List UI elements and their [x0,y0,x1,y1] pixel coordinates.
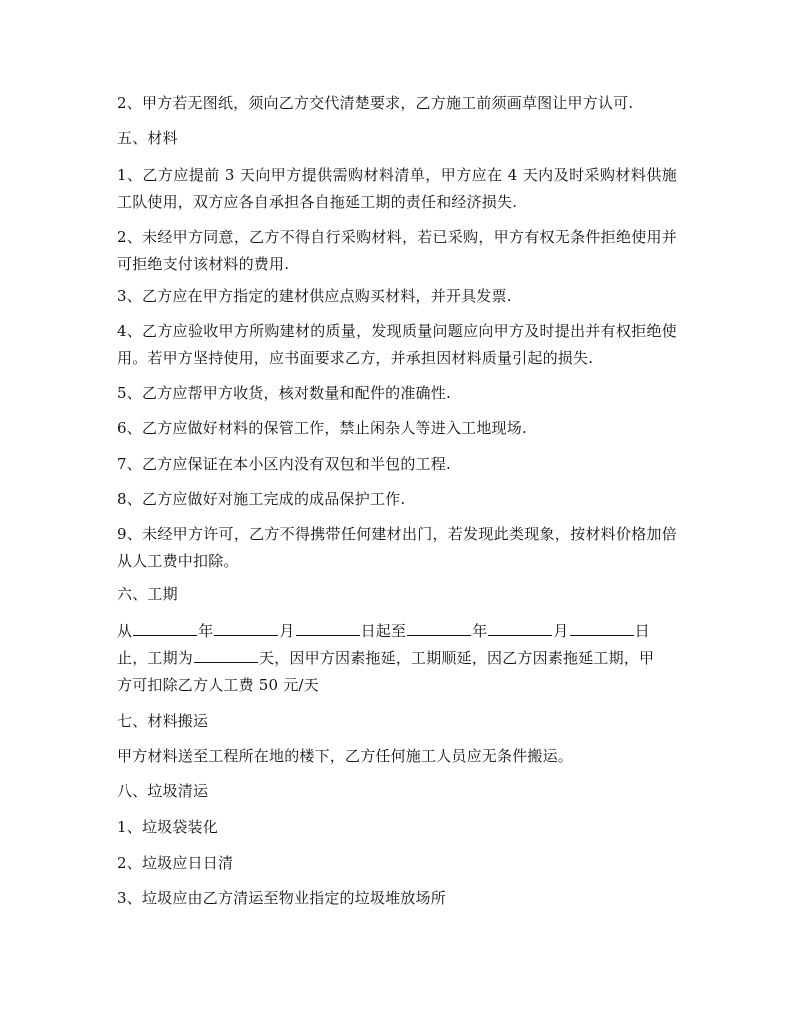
schedule-day-label-2: 日 [634,622,650,640]
schedule-year-label-2: 年 [472,622,488,640]
section-heading-garbage: 八、垃圾清运 [117,782,209,800]
clause-material-7: 7、乙方应保证在本小区内没有双包和半包的工程. [117,455,451,473]
section-heading-schedule: 六、工期 [117,585,178,603]
schedule-line-3: 方可扣除乙方人工费 50 元/天 [117,676,319,694]
clause-material-6: 6、乙方应做好材料的保管工作，禁止闲杂人等进入工地现场. [117,419,527,437]
schedule-line-1 [117,618,677,645]
clause-material-5: 5、乙方应帮甲方收货，核对数量和配件的准确性. [117,384,451,402]
clause-garbage-1: 1、垃圾袋装化 [117,818,218,836]
clause-material-8: 8、乙方应做好对施工完成的成品保护工作. [117,490,406,508]
clause-material-3: 3、乙方应在甲方指定的建材供应点购买材料，并开具发票. [117,287,512,305]
clause-material-1: 1、乙方应提前 3 天向甲方提供需购材料清单，甲方应在 4 天内及时采购材料供施工队使用，双方应各自承担各自拖延工期的责任和经济损失. [117,166,677,211]
end-day-blank[interactable] [570,619,634,636]
schedule-duration-label: 止，工期为 [117,649,194,667]
clause-material-9: 9、未经甲方许可，乙方不得携带任何建材出门，若发现此类现象，按材料价格加倍从人工费中扣除。 [117,525,677,570]
start-day-blank[interactable] [296,619,360,636]
schedule-month-label: 月 [279,622,295,640]
end-year-blank[interactable] [407,619,471,636]
schedule-line-2 [117,645,677,672]
start-month-blank[interactable] [214,619,278,636]
start-year-blank[interactable] [133,619,197,636]
clause-material-4: 4、乙方应验收甲方所购建材的质量，发现质量问题应向甲方及时提出并有权拒绝使用。若甲方坚持使用，应书面要求乙方，并承担因材料质量引起的损失. [117,322,677,367]
duration-days-blank[interactable] [194,646,258,663]
section-heading-transport: 七、材料搬运 [117,712,209,730]
schedule-delay-text: 天，因甲方因素拖延，工期顺延，因乙方因素拖延工期，甲 [259,649,655,667]
schedule-from-label: 从 [117,622,133,640]
clause-transport: 甲方材料送至工程所在地的楼下，乙方任何施工人员应无条件搬运。 [117,747,574,765]
schedule-year-label: 年 [198,622,214,640]
clause-garbage-2: 2、垃圾应日日清 [117,854,234,872]
schedule-day-to-label: 日起至 [360,622,407,640]
schedule-month-label-2: 月 [553,622,569,640]
clause-2-drawings: 2、甲方若无图纸，须向乙方交代清楚要求，乙方施工前须画草图让甲方认可. [117,94,634,112]
end-month-blank[interactable] [488,619,552,636]
clause-material-2: 2、未经甲方同意，乙方不得自行采购材料，若已采购，甲方有权无条件拒绝使用并可拒绝支付该材料的费用. [117,228,677,273]
clause-garbage-3: 3、垃圾应由乙方清运至物业指定的垃圾堆放场所 [117,889,446,907]
section-heading-materials: 五、材料 [117,129,178,147]
